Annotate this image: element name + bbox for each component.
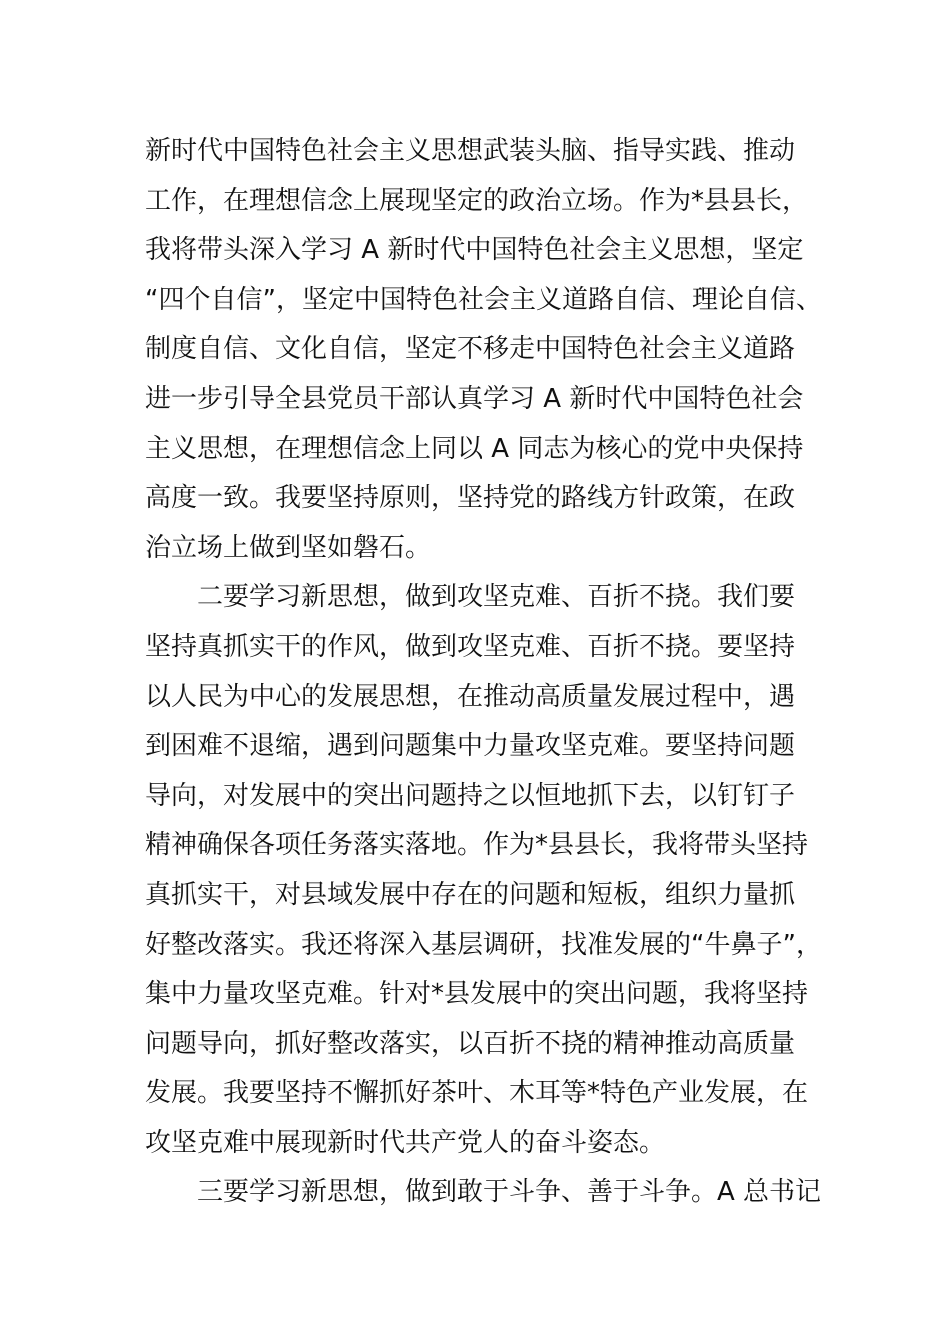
text-line: 我将带头深入学习 A 新时代中国特色社会主义思想，坚定	[145, 235, 804, 266]
text-line: 真抓实干，对县域发展中存在的问题和短板，组织力量抓	[145, 879, 796, 910]
text-line: 二要学习新思想，做到攻坚克难、百折不挠。我们要	[197, 582, 796, 613]
text-line: 好整改落实。我还将深入基层调研，找准发展的“牛鼻子”，	[145, 929, 822, 960]
text-line: 制度自信、文化自信，坚定不移走中国特色社会主义道路	[145, 334, 796, 365]
text-line: 三要学习新思想，做到敢于斗争、善于斗争。A 总书记	[197, 1177, 822, 1208]
text-line: 导向，对发展中的突出问题持之以恒地抓下去，以钉钉子	[145, 780, 796, 811]
text-line: 发展。我要坚持不懈抓好茶叶、木耳等*特色产业发展，在	[145, 1078, 809, 1109]
text-line: 工作，在理想信念上展现坚定的政治立场。作为*县县长，	[145, 185, 809, 216]
text-line: 新时代中国特色社会主义思想武装头脑、指导实践、推动	[145, 136, 796, 166]
text-line: 精神确保各项任务落实落地。作为*县县长，我将带头坚持	[145, 830, 809, 861]
document-body	[145, 127, 822, 1218]
text-line: 治立场上做到坚如磐石。	[145, 532, 432, 563]
text-line: 主义思想，在理想信念上同以 A 同志为核心的党中央保持	[145, 433, 804, 464]
paragraph-2	[145, 573, 822, 1168]
text-line: 集中力量攻坚克难。针对*县发展中的突出问题，我将坚持	[145, 979, 809, 1010]
text-line: “四个自信”，坚定中国特色社会主义道路自信、理论自信、	[145, 284, 822, 315]
text-line: 高度一致。我要坚持原则，坚持党的路线方针政策，在政	[145, 483, 796, 514]
paragraph-3	[145, 1168, 822, 1218]
text-line: 进一步引导全县党员干部认真学习 A 新时代中国特色社会	[145, 383, 804, 414]
text-line: 坚持真抓实干的作风，做到攻坚克难、百折不挠。要坚持	[145, 631, 796, 662]
paragraph-1	[145, 127, 822, 573]
text-line: 攻坚克难中展现新时代共产党人的奋斗姿态。	[145, 1127, 666, 1158]
text-line: 到困难不退缩，遇到问题集中力量攻坚克难。要坚持问题	[145, 731, 796, 762]
text-line: 问题导向，抓好整改落实，以百折不挠的精神推动高质量	[145, 1028, 796, 1059]
text-line: 以人民为中心的发展思想，在推动高质量发展过程中，遇	[145, 681, 796, 712]
